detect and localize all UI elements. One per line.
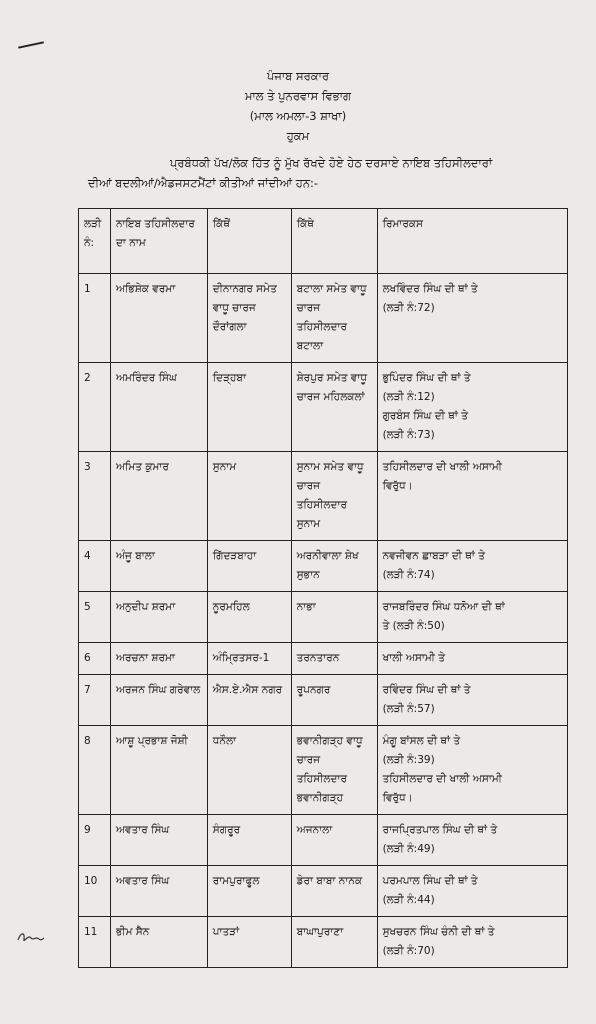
table-row xyxy=(79,592,568,643)
cell-from: ਅੰਮ੍ਰਿਤਸਰ-1 xyxy=(207,643,291,675)
cell-remarks: ਤਹਿਸੀਲਦਾਰ ਦੀ ਖਾਲੀ ਅਸਾਮੀ ਵਿਰੁੱਧ। xyxy=(377,452,567,541)
cell-to: ਸੁਨਾਮ ਸਮੇਤ ਵਾਧੂ ਚਾਰਜ ਤਹਿਸੀਲਦਾਰ ਸੁਨਾਮ xyxy=(291,452,377,541)
cell-serial: 2 xyxy=(79,363,111,452)
cell-serial: 5 xyxy=(79,592,111,643)
cell-from: ਗਿੱਦੜਬਾਹਾ xyxy=(207,541,291,592)
branch-name: (ਮਾਲ ਅਮਲਾ-3 ਸ਼ਾਖਾ) xyxy=(249,109,347,123)
cell-name: ਅਮਿਤ ਕੁਮਾਰ xyxy=(110,452,207,541)
cell-to: ਬਾਘਾਪੁਰਾਣਾ xyxy=(291,917,377,968)
header-name: ਨਾਇਬ ਤਹਿਸੀਲਦਾਰ ਦਾ ਨਾਮ xyxy=(110,209,207,274)
cell-serial: 11 xyxy=(79,917,111,968)
cell-from: ਨੂਰਮਹਿਲ xyxy=(207,592,291,643)
initials-mark xyxy=(16,930,46,946)
document-header xyxy=(0,66,596,146)
cell-serial: 1 xyxy=(79,274,111,363)
cell-to: ਨਾਭਾ xyxy=(291,592,377,643)
scan-mark xyxy=(18,41,44,48)
intro-line-2: ਦੀਆਂ ਬਦਲੀਆਂ/ਐਡਜਸਟਮੈਂਟਾਂ ਕੀਤੀਆਂ ਜਾਂਦੀਆਂ ਹਨ:- xyxy=(88,176,319,190)
cell-serial: 3 xyxy=(79,452,111,541)
cell-remarks: ਸੁਖਚਰਨ ਸਿੰਘ ਚੰਨੀ ਦੀ ਥਾਂ ਤੇ (ਲੜੀ ਨੰ:70) xyxy=(377,917,567,968)
header-serial: ਲੜੀ ਨੰ: xyxy=(79,209,111,274)
cell-from: ਸੰਗਰੂਰ xyxy=(207,815,291,866)
cell-to: ਭਵਾਨੀਗੜ੍ਹ ਵਾਧੂ ਚਾਰਜ ਤਹਿਸੀਲਦਾਰ ਭਵਾਨੀਗੜ੍ਹ xyxy=(291,726,377,815)
cell-from: ਪਾਤੜਾਂ xyxy=(207,917,291,968)
cell-from: ਦਿੜ੍ਹਬਾ xyxy=(207,363,291,452)
cell-to: ਰੂਪਨਗਰ xyxy=(291,675,377,726)
table-row xyxy=(79,452,568,541)
header-from: ਕਿੱਥੋਂ xyxy=(207,209,291,274)
cell-name: ਅਰਜਨ ਸਿੰਘ ਗਰੇਵਾਲ xyxy=(110,675,207,726)
cell-name: ਅਵਤਾਰ ਸਿੰਘ xyxy=(110,866,207,917)
cell-remarks: ਪਰਮਪਾਲ ਸਿੰਘ ਦੀ ਥਾਂ ਤੇ (ਲੜੀ ਨੰ:44) xyxy=(377,866,567,917)
cell-remarks: ਲਖਵਿੰਦਰ ਸਿੰਘ ਦੀ ਥਾਂ ਤੇ (ਲੜੀ ਨੰ:72) xyxy=(377,274,567,363)
cell-serial: 9 xyxy=(79,815,111,866)
cell-name: ਅੰਜੂ ਬਾਲਾ xyxy=(110,541,207,592)
cell-remarks: ਰਾਜਪ੍ਰਿਤਪਾਲ ਸਿੰਘ ਦੀ ਥਾਂ ਤੇ (ਲੜੀ ਨੰ:49) xyxy=(377,815,567,866)
cell-to: ਅਰਨੀਵਾਲਾ ਸ਼ੇਖ ਸੁਭਾਨ xyxy=(291,541,377,592)
table-row xyxy=(79,541,568,592)
cell-remarks: ਨਵਜੀਵਨ ਛਾਬੜਾ ਦੀ ਥਾਂ ਤੇ (ਲੜੀ ਨੰ:74) xyxy=(377,541,567,592)
transfer-table xyxy=(78,208,568,968)
cell-remarks: ਭੁਪਿੰਦਰ ਸਿੰਘ ਦੀ ਥਾਂ ਤੇ (ਲੜੀ ਨੰ:12) ਗੁਰਬੰਸ ਸਿੰਘ ਦੀ ਥਾਂ ਤੇ (ਲੜੀ ਨੰ:73) xyxy=(377,363,567,452)
cell-to: ਅਜਨਾਲਾ xyxy=(291,815,377,866)
order-title: ਹੁਕਮ xyxy=(286,129,310,143)
cell-from: ਧਨੌਲਾ xyxy=(207,726,291,815)
cell-remarks: ਮੰਗੂ ਬਾਂਸਲ ਦੀ ਥਾਂ ਤੇ (ਲੜੀ ਨੰ:39) ਤਹਿਸੀਲਦਾਰ ਦੀ ਖਾਲੀ ਅਸਾਮੀ ਵਿਰੁੱਧ। xyxy=(377,726,567,815)
cell-serial: 6 xyxy=(79,643,111,675)
cell-serial: 7 xyxy=(79,675,111,726)
cell-from: ਸੁਨਾਮ xyxy=(207,452,291,541)
cell-serial: 8 xyxy=(79,726,111,815)
cell-to: ਤਰਨਤਾਰਨ xyxy=(291,643,377,675)
government-name: ਪੰਜਾਬ ਸਰਕਾਰ xyxy=(266,69,330,83)
header-remarks: ਰਿਮਾਰਕਸ xyxy=(377,209,567,274)
header-to: ਕਿੱਥੇ xyxy=(291,209,377,274)
table-row xyxy=(79,866,568,917)
table-row xyxy=(79,274,568,363)
intro-line-1: ਪ੍ਰਬੰਧਕੀ ਪੱਖ/ਲੋਕ ਹਿੱਤ ਨੂੰ ਮੁੱਖ ਰੱਖਦੇ ਹੋਏ ਹੇਠ ਦਰਸਾਏ ਨਾਇਬ ਤਹਿਸੀਲਦਾਰਾਂ xyxy=(170,156,493,170)
cell-from: ਰਾਮਪੁਰਾਫੂਲ xyxy=(207,866,291,917)
cell-name: ਭੀਮ ਸੈਨ xyxy=(110,917,207,968)
table-row xyxy=(79,363,568,452)
cell-to: ਡੇਰਾ ਬਾਬਾ ਨਾਨਕ xyxy=(291,866,377,917)
intro-paragraph xyxy=(88,153,558,193)
cell-serial: 10 xyxy=(79,866,111,917)
cell-name: ਅਮਰਿੰਦਰ ਸਿੰਘ xyxy=(110,363,207,452)
cell-to: ਸ਼ੇਰਪੁਰ ਸਮੇਤ ਵਾਧੂ ਚਾਰਜ ਮਹਿਲਕਲਾਂ xyxy=(291,363,377,452)
cell-from: ਐਸ.ਏ.ਐਸ ਨਗਰ xyxy=(207,675,291,726)
table-header-row xyxy=(79,209,568,274)
table-body xyxy=(79,274,568,968)
table-row xyxy=(79,815,568,866)
cell-name: ਅਭਿਸ਼ੇਕ ਵਰਮਾ xyxy=(110,274,207,363)
department-name: ਮਾਲ ਤੇ ਪੁਨਰਵਾਸ ਵਿਭਾਗ xyxy=(244,89,352,103)
table-row xyxy=(79,917,568,968)
cell-name: ਅਰਚਨਾ ਸ਼ਰਮਾ xyxy=(110,643,207,675)
cell-name: ਅਨੁਦੀਪ ਸ਼ਰਮਾ xyxy=(110,592,207,643)
cell-name: ਆਸ਼ੂ ਪ੍ਰਭਾਸ਼ ਜੋਸ਼ੀ xyxy=(110,726,207,815)
cell-remarks: ਰਵਿੰਦਰ ਸਿੰਘ ਦੀ ਥਾਂ ਤੇ (ਲੜੀ ਨੰ:57) xyxy=(377,675,567,726)
table-row xyxy=(79,726,568,815)
cell-remarks: ਰਾਜਬਰਿੰਦਰ ਸਿੰਘ ਧਨੋਆ ਦੀ ਥਾਂ ਤੇ (ਲੜੀ ਨੰ:50) xyxy=(377,592,567,643)
cell-from: ਦੀਨਾਨਗਰ ਸਮੇਤ ਵਾਧੂ ਚਾਰਜ ਦੌਰਾਂਗਲਾ xyxy=(207,274,291,363)
cell-remarks: ਖਾਲੀ ਅਸਾਮੀ ਤੇ xyxy=(377,643,567,675)
cell-to: ਬਟਾਲਾ ਸਮੇਤ ਵਾਧੂ ਚਾਰਜ ਤਹਿਸੀਲਦਾਰ ਬਟਾਲਾ xyxy=(291,274,377,363)
cell-name: ਅਵਤਾਰ ਸਿੰਘ xyxy=(110,815,207,866)
table-row xyxy=(79,643,568,675)
table-row xyxy=(79,675,568,726)
cell-serial: 4 xyxy=(79,541,111,592)
